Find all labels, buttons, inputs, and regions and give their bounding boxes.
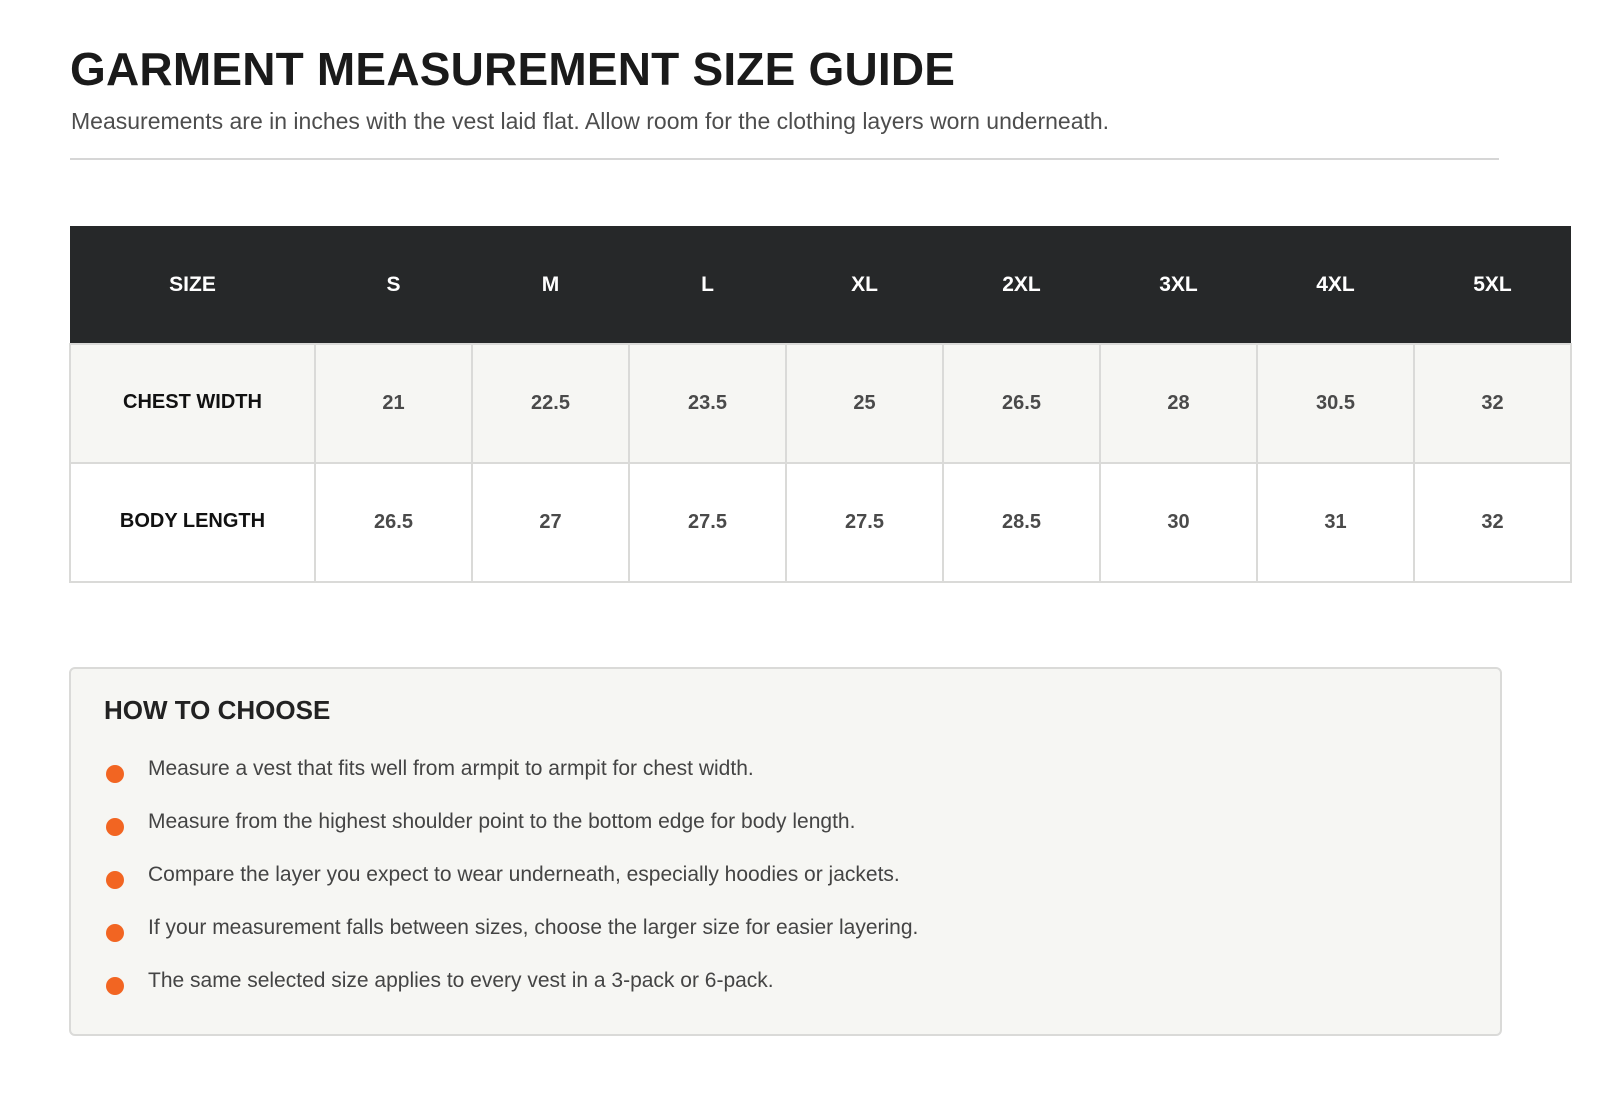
row-label: CHEST WIDTH (70, 344, 315, 463)
size-header-cell: 3XL (1100, 226, 1257, 344)
measurement-cell: 21 (315, 344, 472, 463)
size-header-cell: 2XL (943, 226, 1100, 344)
size-header-cell: L (629, 226, 786, 344)
size-header-cell: S (315, 226, 472, 344)
bullet-dot-icon (106, 871, 124, 889)
size-column-header: SIZE (70, 226, 315, 344)
tip-text: Measure a vest that fits well from armpit to armpit for chest width. (148, 757, 754, 780)
bullet-dot-icon (106, 765, 124, 783)
tip-text: The same selected size applies to every vest in a 3-pack or 6-pack. (148, 969, 774, 992)
measurement-cell: 23.5 (629, 344, 786, 463)
measurement-cell: 28.5 (943, 463, 1100, 582)
header-divider (70, 158, 1499, 160)
measurement-cell: 22.5 (472, 344, 629, 463)
page-subtitle: Measurements are in inches with the vest laid flat. Allow room for the clothing layers worn underneath. (71, 108, 1110, 134)
tip-text: Compare the layer you expect to wear underneath, especially hoodies or jackets. (148, 863, 900, 886)
size-table (69, 226, 1572, 583)
how-to-choose-heading: HOW TO CHOOSE (104, 695, 331, 725)
size-header-cell: 4XL (1257, 226, 1414, 344)
measurement-cell: 31 (1257, 463, 1414, 582)
size-header-cell: M (472, 226, 629, 344)
measurement-cell: 25 (786, 344, 943, 463)
measurement-cell: 26.5 (943, 344, 1100, 463)
bullet-dot-icon (106, 818, 124, 836)
bullet-dot-icon (106, 924, 124, 942)
measurement-cell: 32 (1414, 344, 1571, 463)
tip-text: If your measurement falls between sizes, choose the larger size for easier layering. (148, 916, 919, 939)
measurement-cell: 30 (1100, 463, 1257, 582)
size-header-row (70, 226, 1571, 344)
how-to-choose-panel (69, 667, 1502, 1036)
size-header-cell: XL (786, 226, 943, 344)
bullet-dot-icon (106, 977, 124, 995)
measurement-cell: 30.5 (1257, 344, 1414, 463)
measurement-cell: 27.5 (629, 463, 786, 582)
size-header-cell: 5XL (1414, 226, 1571, 344)
measurement-cell: 28 (1100, 344, 1257, 463)
measurement-cell: 32 (1414, 463, 1571, 582)
chest-width-row (70, 344, 1571, 463)
page-title: GARMENT MEASUREMENT SIZE GUIDE (70, 43, 956, 95)
measurement-cell: 26.5 (315, 463, 472, 582)
tip-text: Measure from the highest shoulder point to the bottom edge for body length. (148, 810, 856, 833)
body-length-row (70, 463, 1571, 582)
measurement-cell: 27.5 (786, 463, 943, 582)
row-label: BODY LENGTH (70, 463, 315, 582)
measurement-cell: 27 (472, 463, 629, 582)
